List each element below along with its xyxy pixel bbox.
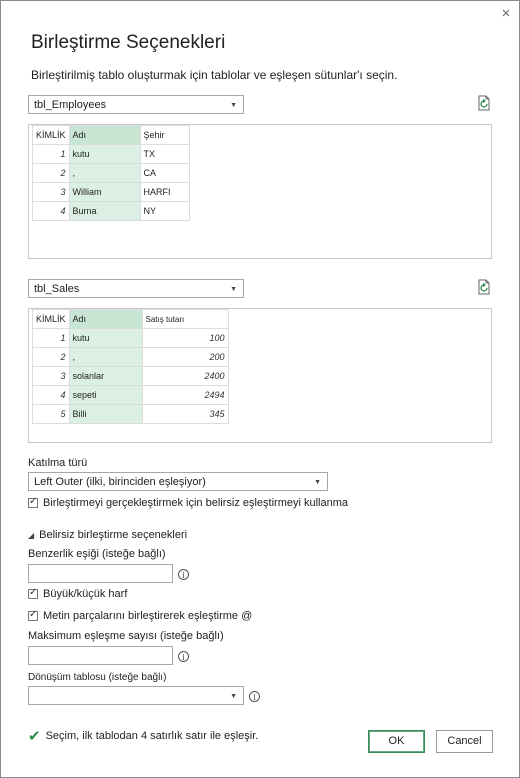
chevron-down-icon: ▼ [230,286,237,293]
info-icon[interactable]: i [249,691,260,702]
table1-preview [28,124,492,259]
combine-parts-option[interactable] [28,610,252,622]
table-row [33,329,229,348]
table2-header-id[interactable]: KİMLİK [33,310,70,329]
refresh-preview-icon[interactable] [477,95,491,111]
similarity-threshold-label: Benzerlik eşiği (isteğe bağlı) [28,548,166,560]
table2-grid [32,309,229,424]
ok-button[interactable]: OK [368,730,425,753]
join-kind-select[interactable] [28,472,328,491]
cell-city: HARFI [140,183,189,202]
chevron-down-icon: ▼ [230,102,237,109]
cell-id: 3 [33,183,70,202]
refresh-preview-icon[interactable] [477,279,491,295]
transform-table-select[interactable] [28,686,244,705]
cell-amount: 200 [142,348,228,367]
cell-id: 3 [33,367,70,386]
transform-table-label: Dönüşüm tablosu (isteğe bağlı) [28,672,167,683]
cell-id: 1 [33,329,70,348]
cell-name: kutu [69,329,142,348]
cell-name: kutu [69,145,140,164]
table-row [33,367,229,386]
table-row [33,145,190,164]
cell-amount: 2400 [142,367,228,386]
cell-name: Burna [69,202,140,221]
triangle-down-icon: ◢ [28,530,35,540]
chevron-down-icon: ▼ [230,693,237,700]
max-matches-input[interactable] [28,646,173,665]
table-row [33,164,190,183]
cell-name: , [69,164,140,183]
table2-select[interactable] [28,279,244,298]
chevron-down-icon: ▼ [314,479,321,486]
match-status-text: Seçim, ilk tablodan 4 satırlık satır ile eşleşir. [45,730,259,742]
cell-id: 4 [33,202,70,221]
match-status [28,727,258,745]
table1-select[interactable] [28,95,244,114]
cell-id: 5 [33,405,70,424]
combine-parts-checkbox[interactable] [28,611,38,621]
table1-header-city[interactable]: Şehir [140,126,189,145]
cell-name: solanlar [69,367,142,386]
info-icon[interactable]: i [178,569,189,580]
dialog-title: Birleştirme Seçenekleri [31,32,226,53]
check-icon: ✔ [28,728,41,745]
cell-city: NY [140,202,189,221]
cell-id: 2 [33,164,70,183]
fuzzy-matching-checkbox[interactable] [28,498,38,508]
cell-id: 4 [33,386,70,405]
table-row [33,386,229,405]
cell-name: sepeti [69,386,142,405]
max-matches-label: Maksimum eşleşme sayısı (isteğe bağlı) [28,630,224,642]
ignore-case-checkbox[interactable] [28,589,38,599]
table2-header-amount[interactable]: Satış tutarı [142,310,228,329]
close-icon[interactable]: × [501,5,511,22]
cell-amount: 345 [142,405,228,424]
ignore-case-label: Büyük/küçük harf [43,588,128,600]
cancel-button[interactable]: Cancel [436,730,493,753]
table1-select-value: tbl_Employees [34,99,107,111]
cell-city: TX [140,145,189,164]
cell-amount: 2494 [142,386,228,405]
table2-header-name[interactable]: Adı [69,310,142,329]
cell-amount: 100 [142,329,228,348]
fuzzy-matching-label: Birleştirmeyi gerçekleştirmek için belirsiz eşleştirmeyi kullanma [43,497,349,509]
join-kind-label: Katılma türü [28,457,88,469]
table-row [33,202,190,221]
table1-grid [32,125,190,221]
table2-select-value: tbl_Sales [34,283,80,295]
table-row [33,348,229,367]
fuzzy-options-expander[interactable] [28,529,187,541]
table2-preview [28,308,492,443]
cell-name: , [69,348,142,367]
info-icon[interactable]: i [178,651,189,662]
fuzzy-options-title: Belirsiz birleştirme seçenekleri [39,529,188,541]
combine-parts-label: Metin parçalarını birleştirerek eşleştirme @ [43,610,253,622]
table1-header-name[interactable]: Adı [69,126,140,145]
similarity-threshold-input[interactable] [28,564,173,583]
cell-id: 1 [33,145,70,164]
join-kind-value: Left Outer (ilki, birinciden eşleşiyor) [34,476,206,488]
table-row [33,183,190,202]
cell-name: William [69,183,140,202]
dialog-subtitle: Birleştirilmiş tablo oluşturmak için tablolar ve eşleşen sütunlar'ı seçin. [31,68,398,82]
cell-name: Billi [69,405,142,424]
table-row [33,405,229,424]
table1-header-id[interactable]: KİMLİK [33,126,70,145]
cell-city: CA [140,164,189,183]
fuzzy-matching-option[interactable] [28,497,348,509]
cell-id: 2 [33,348,70,367]
ignore-case-option[interactable] [28,588,127,600]
